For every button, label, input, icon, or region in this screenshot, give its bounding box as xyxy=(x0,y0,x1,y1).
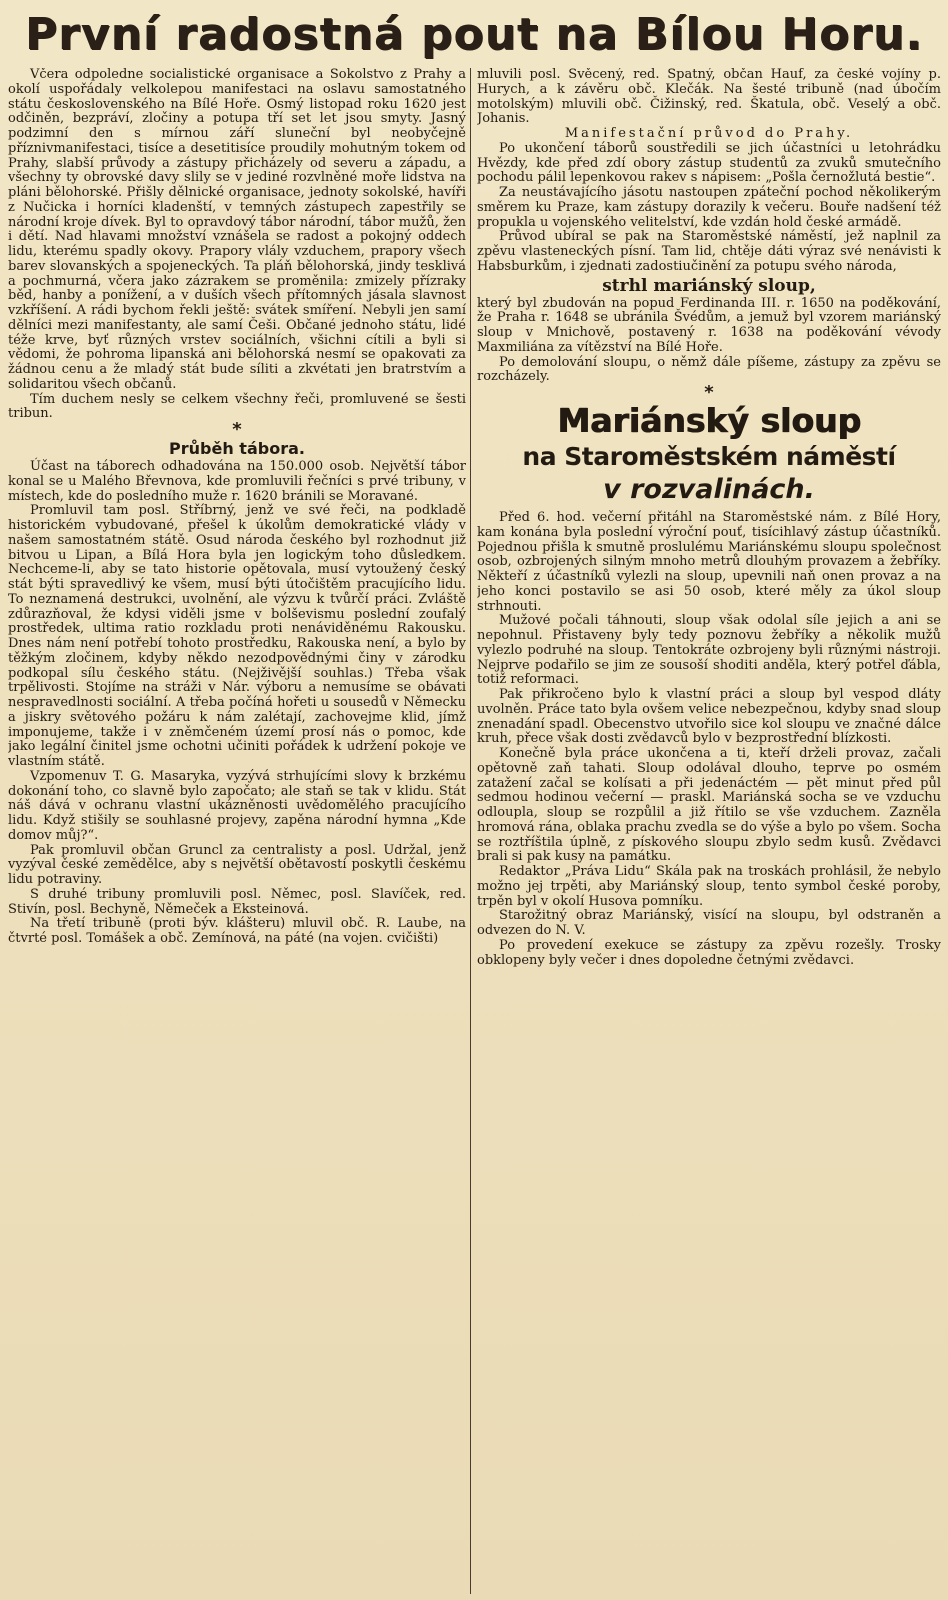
article-paragraph: Konečně byla práce ukončena a ti, kteří drželi provaz, začali opětovně zaň tahati. Sloup odolával dlouho, teprve po osmém zatažení začal se kolísati a při jedenáctém — pět minut před půl sedmou hodinou večerní — praskl. Mariánská socha se ve vzduchu odloupla, sloup se rozpůlil a již řítilo se vše vzduchem. Zazněla hromová rána, oblaka prachu zvedla se do výše a bylo po všem. Socha se roztříštila úplně, z pískového sloupu zbylo sedm kusů. Zvědavci brali si pak kusy na památku. xyxy=(477,746,941,865)
intro-paragraph: Tím duchem nesly se celkem všechny řeči, promluvené se šesti tribun. xyxy=(8,391,466,422)
body-paragraph: Vzpomenuv T. G. Masaryka, vyzývá strhujícími slovy k brzkému dokonání toho, co slavně bylo započato; ale staň se tak v klidu. Stát náš dává v ochranu vlastní ukázněnosti uvědomělého pracujícího lidu. Když stišily se souhlasné projevy, zapěna národní hymna „Kde domov můj?“. xyxy=(8,768,466,843)
subsection-heading-pruvod: Manifestační průvod do Prahy. xyxy=(564,126,854,141)
article-headline-line-2: na Staroměstském náměstí xyxy=(522,442,896,471)
article-paragraph: Redaktor „Práva Lidu“ Skála pak na troskách prohlásil, že nebylo možno jej trpěti, aby Mariánský sloup, tento symbol české poroby, trpěn byl v okolí Husova pomníku. xyxy=(477,864,941,909)
article-headline-line-1: Mariánský sloup xyxy=(557,401,861,440)
column-divider xyxy=(470,68,471,1594)
article-paragraph: Pak přikročeno bylo k vlastní práci a sloup byl vespod dláty uvolněn. Práce tato byla ovšem velice nebezpečnou, kdyby snad sloup znenadání spadl. Obecenstvo utvořilo sice kol sloupu ve značné dálce kruh, přece však dosti zvědavců bylo v bezprostřední blízkosti. xyxy=(477,687,941,747)
intro-paragraph: Včera odpoledne socialistické organisace a Sokolstvo z Prahy a okolí uspořádaly velkolepou manifestaci na oslavu samostatného státu československého na Bílé Hoře. Osmý listopad roku 1620 jest odčiněn, bezpráví, zločiny a potupa tří set let jsou smyty. Jasný podzimní den s mírnou září sluneční byl neobyčejně příznivmanifestaci, tisíce a desetitisíce proudily mohutným tokem od Prahy, slabší průvody a zástupy přicházely od severu a západu, a všechny ty obrovské davy slily se v jediné rozvlněné moře lidstva na pláni bělohorské. Přišly dělnické organisace, jednoty sokolské, havíři z Nučicka i horníci kladenští, v temných zástupech zapestřily se národní kroje dívek. Byl to opravdový tábor národní, tábor mužů, žen i dětí. Nad hlavami množství vznášela se radost a pokojný oddech lidu, kterému spadly okovy. Prapory vlály vzduchem, prapory všech barev slovanských a spojeneckých. Ta pláň bělohorská, jindy tesklivá a pochmurná, včera jako zázrakem se proměnila: zmizely přízraky běd, hanby a ponížení, a v duších všech přítomných jásala slavnost vzkříšení. A rádi bychom řekli ještě: svátek smíření. Nebyli jen samí dělníci mezi manifestanty, ale samí Češi. Občané jednoho státu, lidé téže krve, byť různých vrstev sociálních, všichni cítili a byli si vědomi, že pohroma lipanská ani bělohorská nesmí se opakovati za žádnou cenu a že mladý stát bude síliti a zkvétati jen bratrstvím a solidaritou všech občanů. xyxy=(8,68,466,392)
body-paragraph: který byl zbudován na popud Ferdinanda III. r. 1650 na poděkování, že Praha r. 1648 se ubránila Švédům, a jemuž byl vzorem mariánský sloup v Mnichově, postavený r. 1638 na poděkování vévody Maxmiliána za vítězství na Bílé Hoře. xyxy=(477,295,941,355)
bold-highlight-line: strhl mariánský sloup, xyxy=(602,275,816,296)
body-paragraph: Promluvil tam posl. Stříbrný, jenž ve své řeči, na podkladě historickém vybudované, přešel k úkolům demokratické vlády v našem samostatném státě. Osud národa českého byl rozhodnut již bitvou u Lipan, a Bílá Hora byla jen logickým toho důsledkem. Nechceme-li, aby se tato historie opětovala, musí vytoužený český stát býti spravedlivý ke všem, musí býti útočištěm pracujícího lidu. To neznamená destrukci, uvolnění, ale výzvu k tvůrčí práci. Zvláště zdůrazňoval, že kdysi viděli jsme v bolševismu poslední zoufalý prostředek, ultima ratio rozkladu proti nenáviděnému Rakousku. Dnes nám není potřebí tohoto prostředku, Rakouska není, a bylo by těžkým zločinem, kdyby někdo nezodpovědnými činy v zárodku podkopal sílu českého státu. (Nejživější souhlas.) Třeba však trpělivosti. Stojíme na stráži v Nár. výboru a nemusíme se obávati nespravedlnosti sociální. A třeba počíná hořeti u sousedů v Německu a jiskry světového požáru k nám zalétají, zachovejme klid, jímž imponujeme, takže i v zněmčeném území prosí nás o pomoc, kde jako legální činitel jsme ochotni učiniti pořádek k udržení pokoje ve vlastním státě. xyxy=(8,503,466,769)
body-paragraph: Účast na táborech odhadována na 150.000 osob. Největší tábor konal se u Malého Břevnova, kde promluvili řečníci s prvé tribuny, v místech, kde do posledního muže r. 1620 bránili se Moravané. xyxy=(8,459,466,504)
right-column xyxy=(477,68,941,1594)
section-separator-star: * xyxy=(232,419,242,440)
body-paragraph: Průvod ubíral se pak na Staroměstské náměstí, jež naplnil za zpěvu vlasteneckých písní. Tam lid, chtěje dáti výraz své nenávisti k Habsburkům, i zjednati zadostiučinění za potupu svého národa, xyxy=(477,229,941,274)
body-paragraph: S druhé tribuny promluvili posl. Němec, posl. Slavíček, red. Stivín, posl. Bechyně, Němeček a Eksteinová. xyxy=(8,886,466,917)
body-paragraph: Po ukončení táborů soustředili se jich účastníci u letohrádku Hvězdy, kde před zdí obory zástup studentů za zvuků smutečního pochodu pálil lepenkovou rakev s nápisem: „Pošla černožlutá bestie“. xyxy=(477,140,941,186)
article-paragraph: Mužové počali táhnouti, sloup však odolal síle jejich a ani se nepohnul. Přistaveny byly tedy poznovu žebříky a několik mužů vylezlo podruhé na sloup. Tentokráte ozbrojeny byli různými nástroji. Nejprve podařilo se jim ze sousoší shoditi anděla, který potřel ďábla, totiž reformaci. xyxy=(477,613,941,688)
body-paragraph: Po demolování sloupu, o němž dále píšeme, zástupy za zpěvu se rozcházely. xyxy=(477,354,941,385)
article-headline-line-3: v rozvalinách. xyxy=(603,474,815,505)
article-paragraph: Před 6. hod. večerní přitáhl na Staroměstské nám. z Bílé Hory, kam konána byla poslední výroční pouť, tisícihlavý zástup účastníků. Pojednou přišla k smutně proslulému Mariánskému sloupu společnost osob, ozbrojených silným mnoho metrů dlouhým provazem a žebříky. Někteří z účastníků vylezli na sloup, upevnili naň onen provaz a na jeho konci postavilo se asi 50 osob, které měly za úkol sloup strhnouti. xyxy=(477,510,941,614)
body-paragraph: Pak promluvil občan Gruncl za centralisty a posl. Udržal, jenž vyzýval české zemědělce, aby s největší obětavostí poskytli českému lidu potraviny. xyxy=(8,842,466,887)
article-paragraph: Po provedení exekuce se zástupy za zpěvu rozešly. Trosky obklopeny byly večer i dnes dopoledne četnými zvědavci. xyxy=(477,937,941,968)
continued-paragraph: mluvili posl. Svěcený, red. Špatný, občan Hauf, za české vojíny p. Hurych, a k závěru obč. Klečák. Na šesté tribuně (nad úbočím motolským) mluvili obč. Čižinský, red. Škatula, obč. Veselý a obč. Johanis. xyxy=(477,68,941,127)
left-column xyxy=(8,68,466,1594)
section-heading-prubeh-tabora: Průběh tábora. xyxy=(169,439,305,458)
body-paragraph: Za neustávajícího jásotu nastoupen zpáteční pochod několikerým směrem ku Praze, kam zástupy dorazily k večeru. Bouře nadšení též propukla u vojenského velitelství, kde vzdán hold české armádě. xyxy=(477,185,941,230)
body-paragraph: Na třetí tribuně (proti býv. klášteru) mluvil obč. R. Laube, na čtvrté posl. Tomášek a obč. Zemínová, na páté (na vojen. cvičišti) xyxy=(8,916,466,946)
article-paragraph: Starožitný obraz Mariánský, visící na sloupu, byl odstraněn a odvezen do N. V. xyxy=(477,908,941,938)
section-separator-star: * xyxy=(704,382,714,403)
page-title: První radostná pout na Bílou Horu. xyxy=(24,9,924,60)
